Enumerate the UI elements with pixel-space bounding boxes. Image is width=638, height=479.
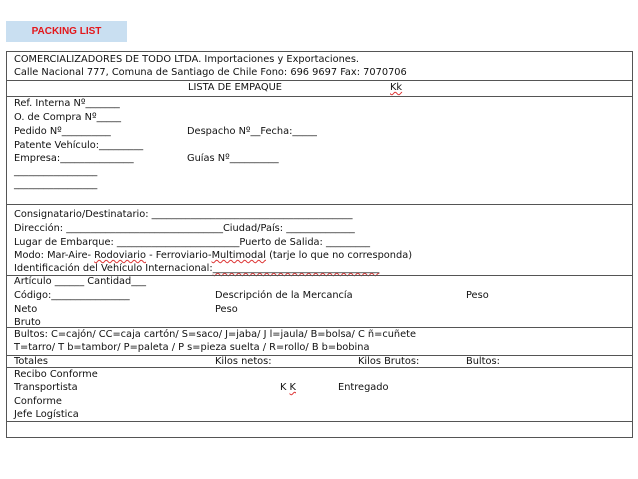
modo-text: Multimodal bbox=[211, 250, 266, 261]
divider bbox=[7, 355, 632, 356]
pedido: Pedido Nº__________ bbox=[14, 126, 111, 137]
identificacion-blank: __________________________________ bbox=[212, 263, 380, 274]
blank-line: _________________ bbox=[14, 166, 98, 177]
bultos-total: Bultos: bbox=[466, 356, 500, 367]
divider bbox=[7, 327, 632, 328]
modo-transporte bbox=[14, 250, 412, 262]
transportista: Transportista bbox=[14, 382, 78, 393]
bruto: Bruto bbox=[14, 317, 41, 328]
blank-line: _________________ bbox=[14, 179, 98, 190]
divider bbox=[7, 96, 632, 97]
despacho-fecha: Despacho Nº__Fecha:_____ bbox=[187, 126, 317, 137]
divider bbox=[7, 80, 632, 81]
slide-title: PACKING LIST bbox=[6, 21, 127, 42]
company-name: COMERCIALIZADORES DE TODO LTDA. Importaciones y Exportaciones. bbox=[14, 54, 360, 65]
empresa: Empresa:_______________ bbox=[14, 153, 134, 164]
jefe-logistica: Jefe Logística bbox=[14, 409, 79, 420]
kk-mark bbox=[280, 382, 296, 394]
divider bbox=[7, 421, 632, 422]
bultos-legend-1: Bultos: C=cajón/ CC=caja cartón/ S=saco/ J=jaba/ J l=jaula/ B=bolsa/ C ñ=cuñete bbox=[14, 329, 417, 340]
recibo-conforme: Recibo Conforme bbox=[14, 369, 98, 380]
totales: Totales bbox=[14, 356, 49, 367]
modo-text: (tarje lo que no corresponda) bbox=[266, 250, 413, 261]
kk-text: K bbox=[280, 382, 290, 393]
direccion: Dirección: ________________________________Ciudad/País: ______________ bbox=[14, 223, 355, 234]
peso: Peso bbox=[215, 304, 238, 315]
lugar-embarque: Lugar de Embarque: _________________________Puerto de Salida: _________ bbox=[14, 237, 371, 248]
divider bbox=[7, 367, 632, 368]
patente-vehiculo: Patente Vehículo:_________ bbox=[14, 140, 144, 151]
descripcion-mercancia: Descripción de la Mercancía bbox=[215, 290, 353, 301]
neto: Neto bbox=[14, 304, 38, 315]
codigo: Código:________________ bbox=[14, 290, 130, 301]
orden-compra: O. de Compra Nº_____ bbox=[14, 112, 122, 123]
divider bbox=[7, 204, 632, 205]
articulo-cantidad: Artículo ______ Cantidad___ bbox=[14, 276, 146, 287]
kilos-netos: Kilos netos: bbox=[215, 356, 272, 367]
guias: Guías Nº__________ bbox=[187, 153, 279, 164]
modo-text: Rodoviario bbox=[94, 250, 147, 261]
document-mark: Kk bbox=[390, 82, 403, 93]
modo-text: Modo: Mar-Aire- bbox=[14, 250, 95, 261]
consignatario: Consignatario/Destinatario: _________________________________________ bbox=[14, 209, 353, 220]
company-address: Calle Nacional 777, Comuna de Santiago de Chile Fono: 696 9697 Fax: 7070706 bbox=[14, 67, 407, 78]
bultos-legend-2: T=tarro/ T b=tambor/ P=paleta / P s=pieza suelta / R=rollo/ B b=bobina bbox=[14, 342, 370, 353]
peso-header: Peso bbox=[466, 290, 489, 301]
conforme: Conforme bbox=[14, 396, 62, 407]
identificacion-vehiculo bbox=[14, 263, 379, 275]
packing-list-form bbox=[6, 51, 633, 438]
kk-text: K bbox=[289, 382, 296, 393]
modo-text: - Ferroviario- bbox=[146, 250, 212, 261]
identificacion-label: Identificación del Vehículo Internacional: bbox=[14, 263, 213, 274]
entregado: Entregado bbox=[338, 382, 389, 393]
ref-interna: Ref. Interna Nº_______ bbox=[14, 98, 120, 109]
kilos-brutos: Kilos Brutos: bbox=[358, 356, 420, 367]
document-title: LISTA DE EMPAQUE bbox=[188, 82, 282, 93]
